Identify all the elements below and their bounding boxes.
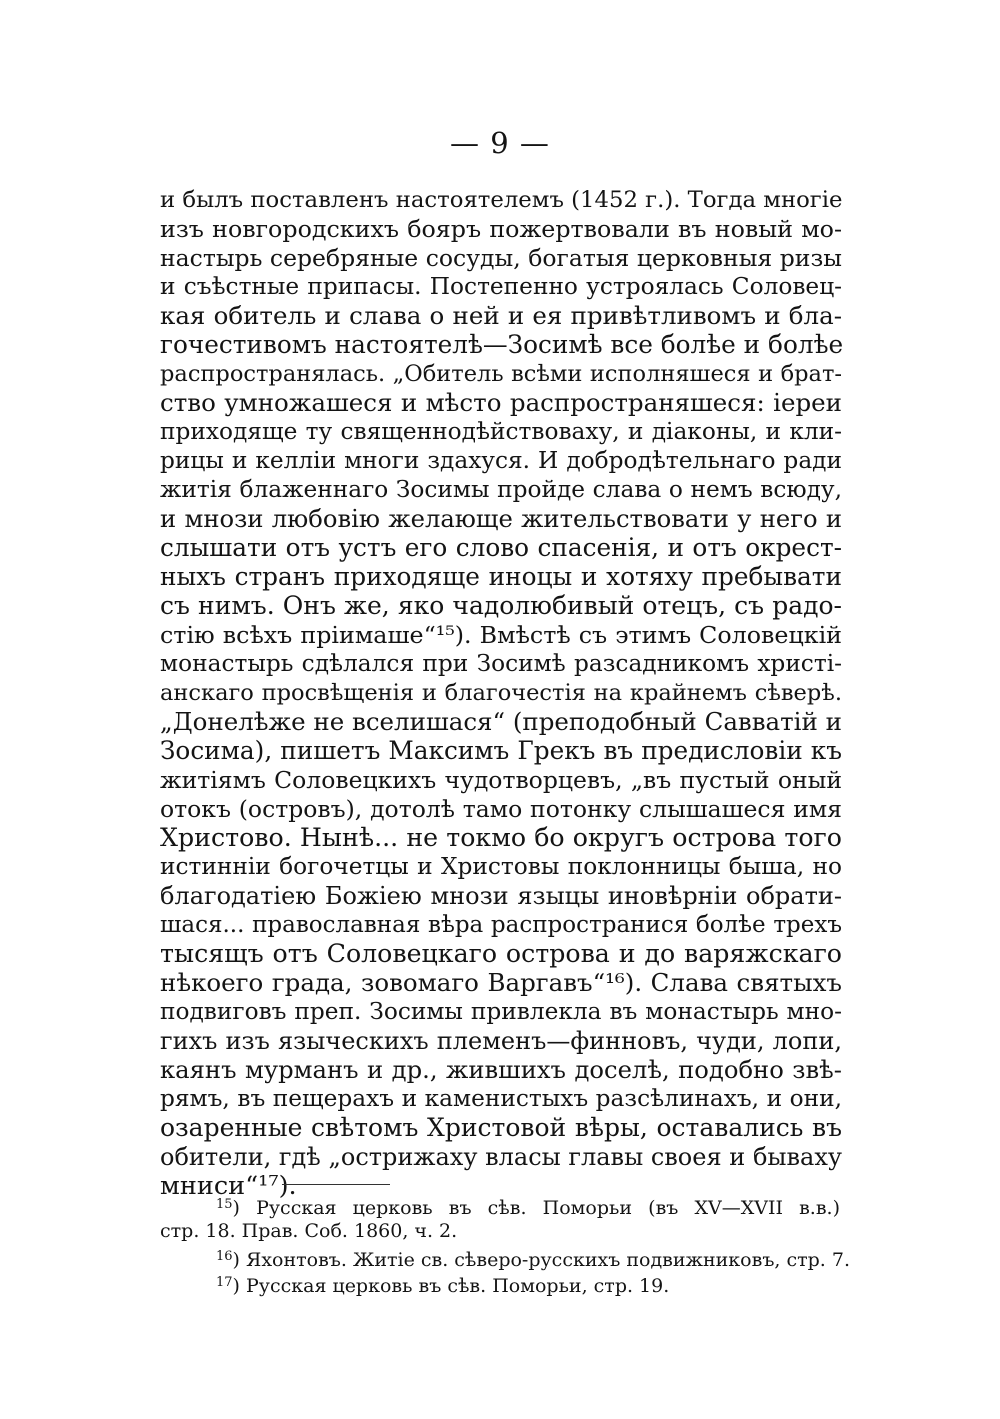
text-line: шася... православная вѣра распространися болѣе трехъ (160, 912, 842, 938)
footnote-15-continuation: стр. 18. Прав. Соб. 1860, ч. 2. (160, 1220, 458, 1242)
text-line: нѣкоего града, зовомаго Варгавъ“¹⁶). Слава святыхъ (160, 968, 842, 997)
footnote-17 (216, 1268, 669, 1298)
text-line: кая обитель и слава о ней и ея привѣтливомъ и бла- (160, 301, 842, 330)
text-line: гихъ изъ языческихъ племенъ—финновъ, чуди, лопи, (160, 1027, 842, 1055)
text-line: благодатіею Божіею мнози языцы иновѣрніи обрати- (160, 882, 842, 910)
text-line: изъ новгородскихъ бояръ пожертвовали въ новый мо- (160, 215, 842, 243)
text-line: и мнози любовію желающе жительствовати у него и (160, 504, 842, 533)
footnote-text: ) Русская церковь въ сѣв. Поморьи, стр. 19. (232, 1275, 670, 1297)
footnote-marker: 15 (216, 1197, 233, 1212)
text-line: настырь серебряные сосуды, богатыя церковныя ризы (160, 244, 842, 272)
text-line: распространялась. „Обитель всѣми исполняшеся и брат- (160, 361, 842, 387)
text-line: стію всѣхъ пріимаше“¹⁵). Вмѣстѣ съ этимъ Соловецкій (160, 621, 842, 649)
footnote-text: ) Русская церковь въ сѣв. Поморьи (въ XV—XVII в.в.) (232, 1197, 840, 1219)
text-line: анскаго просвѣщенія и благочестія на крайнемъ сѣверѣ. (160, 680, 842, 706)
text-line: мниси“¹⁷). (160, 1171, 297, 1201)
text-line: отокъ (островъ), дотолѣ тамо потонку слышашеся имя (160, 795, 842, 823)
text-line: приходяще ту священнодѣйствоваху, и діаконы, и кли- (160, 418, 842, 445)
footnote-marker: 17 (216, 1275, 233, 1290)
page-number: — 9 — (450, 126, 550, 160)
text-line: слышати отъ устъ его слово спасенія, и отъ окрест- (160, 533, 842, 562)
text-line: и съѣстные припасы. Постепенно устроялась Соловец- (160, 273, 842, 300)
text-line: озаренные свѣтомъ Христовой вѣры, оставались въ (160, 1113, 842, 1142)
text-line: житіямъ Соловецкихъ чудотворцевъ, „въ пустый оный (160, 766, 842, 794)
text-line: ство умножашеся и мѣсто распространяшеся: іереи (160, 388, 842, 417)
footnote-separator (282, 1184, 390, 1185)
text-line: съ нимъ. Онъ же, яко чадолюбивый отецъ, съ радо- (160, 591, 842, 620)
text-line: Христово. Нынѣ... не токмо бо округъ острова того (160, 823, 842, 852)
text-line: ныхъ странъ приходяще иноцы и хотяху пребывати (160, 562, 842, 591)
footnote-text: ) Яхонтовъ. Житіе св. сѣверо-русскихъ подвижниковъ, стр. 7. (232, 1249, 851, 1271)
text-line: обители, гдѣ „острижаху власы главы своея и бываху (160, 1143, 842, 1171)
text-line: рицы и келліи многи здахуся. И добродѣтельнаго ради (160, 447, 842, 474)
text-line: монастырь сдѣлался при Зосимѣ разсадникомъ христі- (160, 650, 842, 677)
text-line: „Донелѣже не вселишася“ (преподобный Савватій и (160, 707, 842, 736)
text-line: тысящъ отъ Соловецкаго острова и до варяжскаго (160, 939, 842, 968)
footnote-marker: 16 (216, 1249, 233, 1264)
text-line: гочестивомъ настоятелѣ—Зосимѣ все болѣе и болѣе (160, 330, 844, 359)
text-line: житія блаженнаго Зосимы пройде слава о немъ всюду, (160, 476, 842, 503)
text-line: каянъ мурманъ и др., жившихъ доселѣ, подобно звѣ- (160, 1055, 842, 1084)
text-line: и былъ поставленъ настоятелемъ (1452 г.). Тогда многіе (160, 187, 843, 213)
text-line: истинніи богочетцы и Христовы поклонницы быша, но (160, 853, 842, 880)
text-line: рямъ, въ пещерахъ и каменистыхъ разсѣлинахъ, и они, (160, 1085, 842, 1112)
text-line: подвиговъ преп. Зосимы привлекла въ монастырь мно- (160, 998, 842, 1025)
text-line: Зосима), пишетъ Максимъ Грекъ въ предисловіи къ (160, 736, 842, 765)
